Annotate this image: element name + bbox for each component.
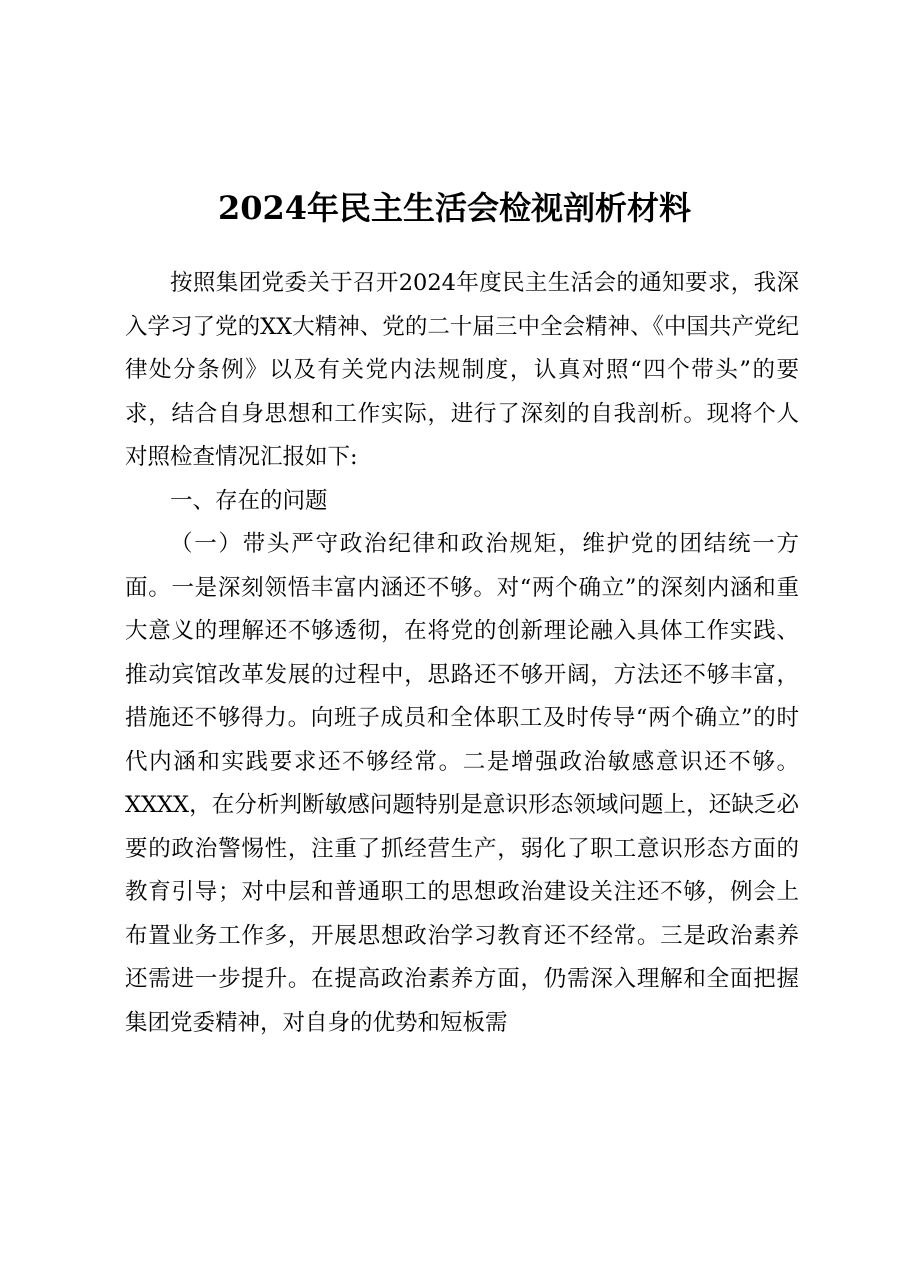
section-paragraph: （一）带头严守政治纪律和政治规矩，维护党的团结统一方面。一是深刻领悟丰富内涵还不够。对“两个确立”的深刻内涵和重大意义的理解还不够透彻，在将党的创新理论融入具体工作实践、推动宾馆改革发展的过程中，思路还不够开阔，方法还不够丰富，措施还不够得力。向班子成员和全体职工及时传导“两个确立”的时代内涵和实践要求还不够经常。二是增强政治敏感意识还不够。XXXX，在分析判断敏感问题特别是意识形态领域问题上，还缺乏必要的政治警惕性，注重了抓经营生产，弱化了职工意识形态方面的教育引导；对中层和普通职工的思想政治建设关注还不够，例会上布置业务工作多，开展思想政治学习教育还不经常。三是政治素养还需进一步提升。在提高政治素养方面，仍需深入理解和全面把握集团党委精神，对自身的优势和短板需: [125, 531, 799, 1036]
intro-paragraph: 按照集团党委关于召开2024年度民主生活会的通知要求，我深入学习了党的XX大精神、党的二十届三中全会精神、《中国共产党纪律处分条例》以及有关党内法规制度，认真对照“四个带头”的要求，结合自身思想和工作实际，进行了深刻的自我剖析。现将个人对照检查情况汇报如下:: [125, 270, 799, 470]
document-title: 2024年民主生活会检视剖析材料: [217, 189, 692, 227]
document-body: [125, 262, 799, 1045]
section-heading: 一、存在的问题: [170, 487, 328, 514]
